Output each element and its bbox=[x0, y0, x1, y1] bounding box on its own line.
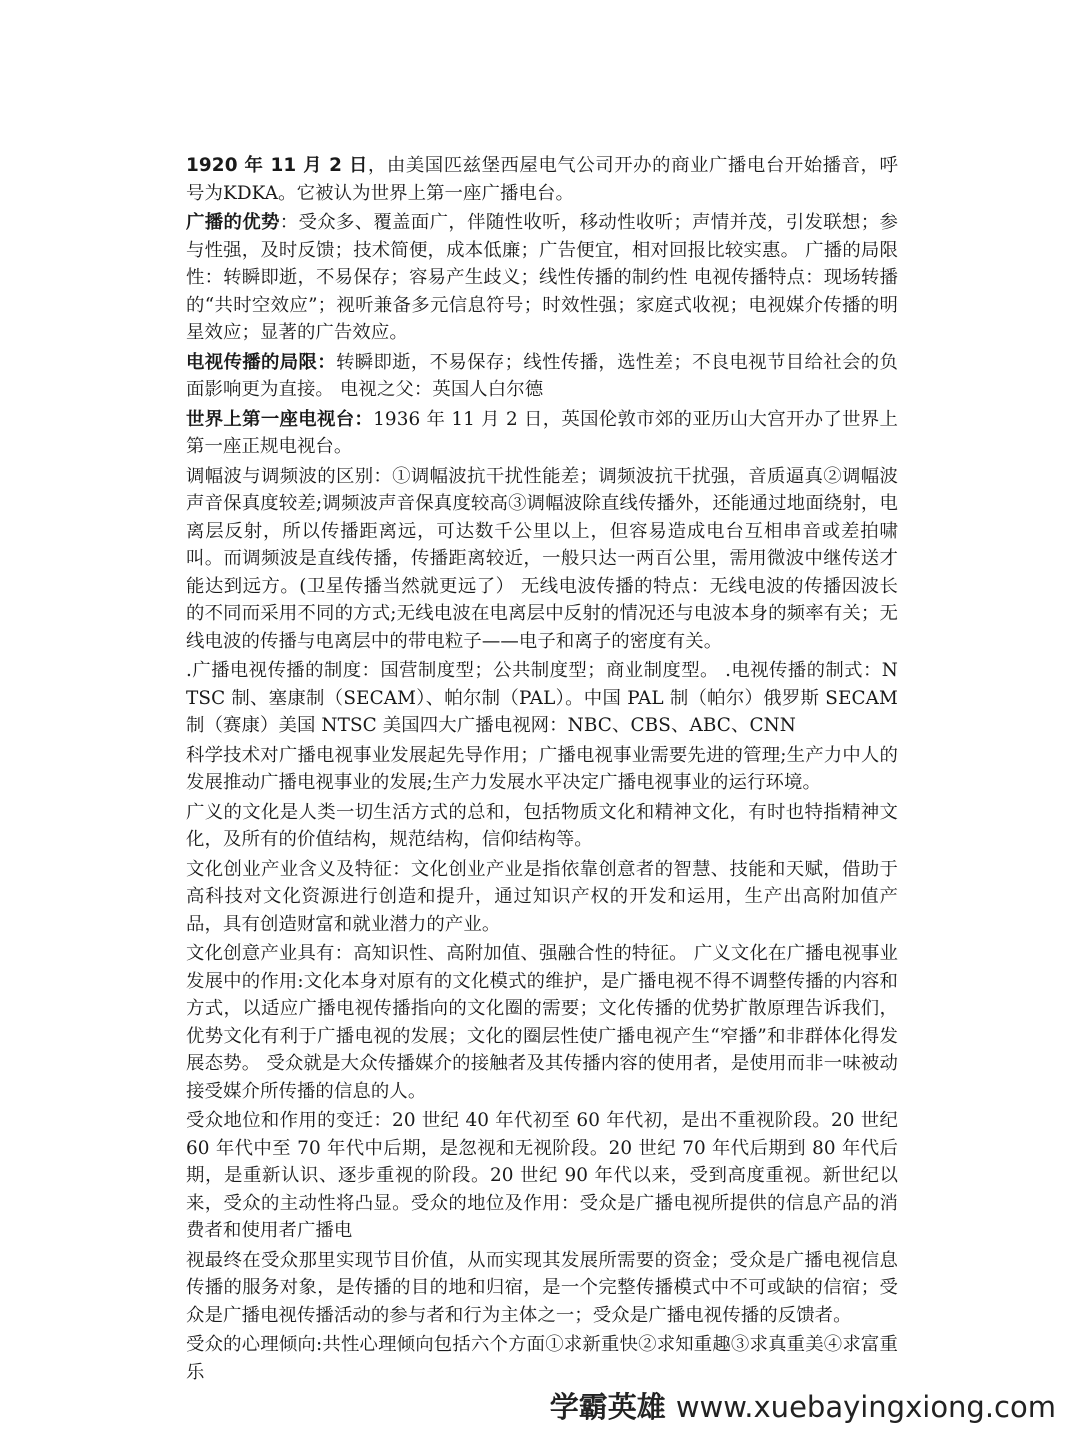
paragraph-culture-definition bbox=[186, 799, 898, 854]
paragraph-technology bbox=[186, 742, 898, 797]
paragraph-text: 科学技术对广播电视事业发展起先导作用；广播电视事业需要先进的管理;生产力中人的发展推动广播电视事业的发展;生产力发展水平决定广播电视事业的运行环境。 bbox=[186, 744, 898, 793]
paragraph-lead: 1920 年 11 月 2 日 bbox=[186, 155, 368, 176]
paragraph-audience-psychology bbox=[186, 1331, 898, 1386]
paragraph-creative-industry bbox=[186, 856, 898, 939]
paragraph-tv-limits bbox=[186, 349, 898, 404]
document-body bbox=[186, 152, 898, 1388]
watermark-name: 学霸英雄 bbox=[549, 1390, 666, 1424]
paragraph-radio-advantages bbox=[186, 209, 898, 347]
paragraph-audience-role bbox=[186, 1247, 898, 1330]
paragraph-text: 文化创意产业具有：高知识性、高附加值、强融合性的特征。 广义文化在广播电视事业发展中的作用:文化本身对原有的文化模式的维护，是广播电视不得不调整传播的内容和方式，以适应广播电视传播指向的文化圈的需要；文化传播的优势扩散原理告诉我们，优势文化有利于广播电视的发展；文化的圈层性使广播电视产生“窄播”和非群体化得发展态势。 受众就是大众传播媒介的接触者及其传播内容的使用者，是使用而非一味被动接受媒介所传播的信息的人。 bbox=[186, 943, 898, 1102]
paragraph-creative-features bbox=[186, 940, 898, 1105]
paragraph-text: .广播电视传播的制度：国营制度型；公共制度型；商业制度型。 .电视传播的制式：NTSC 制、塞康制（SECAM）、帕尔制（PAL）。中国 PAL 制（帕尔）俄罗斯 SECAM 制（赛康）美国 NTSC 美国四大广播电视网：NBC、CBS、ABC、CNN bbox=[186, 660, 898, 736]
paragraph-text: 1936 年 11 月 2 日，英国伦敦市郊的亚历山大宫开办了世界上第一座正规电视台。 bbox=[186, 408, 898, 457]
paragraph-broadcast-systems bbox=[186, 657, 898, 740]
paragraph-text: ，由美国匹兹堡西屋电气公司开办的商业广播电台开始播音，呼号为KDKA。它被认为世界上第一座广播电台。 bbox=[186, 155, 898, 204]
paragraph-lead: 世界上第一座电视台： bbox=[186, 408, 374, 430]
paragraph-text: 文化创业产业含义及特征：文化创业产业是指依靠创意者的智慧、技能和天赋，借助于高科技对文化资源进行创造和提升，通过知识产权的开发和运用，生产出高附加值产品，具有创造财富和就业潜力的产业。 bbox=[186, 858, 898, 935]
paragraph-lead: 广播的优势 bbox=[186, 212, 280, 233]
paragraph-text: 视最终在受众那里实现节目价值，从而实现其发展所需要的资金；受众是广播电视信息传播的服务对象，是传播的目的地和归宿，是一个完整传播模式中不可或缺的信宿；受众是广播电视传播活动的参与者和行为主体之一；受众是广播电视传播的反馈者。 bbox=[186, 1249, 898, 1326]
paragraph-text: 转瞬即逝，不易保存；线性传播，选性差；不良电视节目给社会的负面影响更为直接。 电视之父：英国人白尔德 bbox=[186, 351, 898, 400]
watermark bbox=[550, 1385, 1056, 1426]
paragraph-text: 受众地位和作用的变迁：20 世纪 40 年代初至 60 年代初，是出不重视阶段。20 世纪 60 年代中至 70 年代中后期，是忽视和无视阶段。20 世纪 70 年代后期到 80 年代后期，是重新认识、逐步重视的阶段。20 世纪 90 年代以来，受到高度重视。新世纪以来，受众的主动性将凸显。受众的地位及作用：受众是广播电视所提供的信息产品的消费者和使用者广播电 bbox=[186, 1110, 898, 1241]
paragraph-text: 广义的文化是人类一切生活方式的总和，包括物质文化和精神文化，有时也特指精神文化，及所有的价值结构，规范结构，信仰结构等。 bbox=[186, 801, 898, 850]
paragraph-lead: 电视传播的局限： bbox=[186, 351, 336, 373]
paragraph-text: ：受众多、覆盖面广，伴随性收听，移动性收听；声情并茂，引发联想；参与性强，及时反馈；技术简便，成本低廉；广告便宜，相对回报比较实惠。 广播的局限性：转瞬即逝，不易保存；容易产生歧义；线性传播的制约性 电视传播特点：现场转播的“共时空效应”；视听兼备多元信息符号；时效性强；家庭式收视；电视媒介传播的明星效应；显著的广告效应。 bbox=[186, 212, 898, 343]
paragraph-first-tv-station bbox=[186, 406, 898, 461]
paragraph-am-fm bbox=[186, 463, 898, 656]
paragraph-audience-history bbox=[186, 1107, 898, 1245]
paragraph-text: 调幅波与调频波的区别：①调幅波抗干扰性能差；调频波抗干扰强，音质逼真②调幅波声音保真度较差;调频波声音保真度较高③调幅波除直线传播外，还能通过地面绕射，电离层反射，所以传播距离远，可达数千公里以上，但容易造成电台互相串音或差拍啸叫。而调频波是直线传播，传播距离较近，一般只达一两百公里，需用微波中继传送才能达到远方。(卫星传播当然就更远了） 无线电波传播的特点：无线电波的传播因波长的不同而采用不同的方式;无线电波在电离层中反射的情况还与电波本身的频率有关；无线电波的传播与电离层中的带电粒子——电子和离子的密度有关。 bbox=[186, 465, 898, 652]
watermark-url: www.xuebayingxiong.com bbox=[675, 1390, 1056, 1424]
paragraph-kdka bbox=[186, 152, 898, 207]
paragraph-text: 受众的心理倾向:共性心理倾向包括六个方面①求新重快②求知重趣③求真重美④求富重乐 bbox=[186, 1334, 898, 1383]
